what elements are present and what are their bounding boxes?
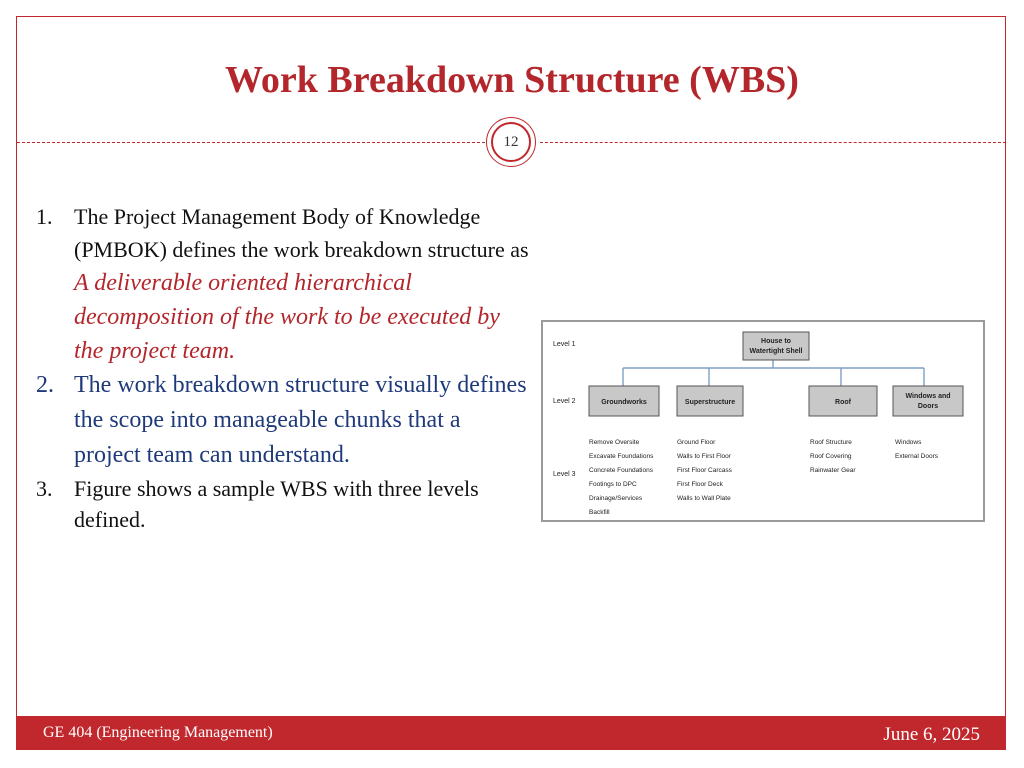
wbs-l3-superstructure-3: First Floor Carcass: [677, 467, 732, 474]
item1-text: The Project Management Body of Knowledge (PMBOK) defines the work breakdown structure as: [74, 204, 529, 262]
wbs-l3-groundworks-5: Drainage/Services: [589, 495, 643, 502]
list-item-3: [30, 473, 530, 535]
wbs-label-groundworks: Groundworks: [601, 399, 647, 406]
wbs-label-windows-line2: Doors: [917, 403, 939, 410]
wbs-l3-groundworks-4: Footings to DPC: [589, 481, 637, 488]
level-2-label: Level 2: [553, 398, 576, 405]
divider-left: [17, 142, 485, 143]
list-item-2: [30, 368, 530, 473]
footer-date: June 6, 2025: [883, 724, 980, 745]
content-list: [30, 200, 530, 535]
wbs-l3-superstructure-2: Walls to First Floor: [677, 453, 731, 460]
wbs-box-windows-doors: [893, 386, 963, 416]
list-number-2: 2.: [36, 372, 54, 398]
list-number-1: 1.: [36, 204, 53, 229]
wbs-l3-windows-2: External Doors: [895, 453, 938, 460]
list-number-3: 3.: [36, 476, 53, 501]
footer-bar: [17, 716, 1006, 750]
wbs-label-roof: Roof: [835, 399, 851, 406]
wbs-label-superstructure: Superstructure: [684, 399, 736, 406]
wbs-l3-superstructure-4: First Floor Deck: [677, 481, 723, 488]
list-item-1: [30, 200, 530, 368]
level-3-label: Level 3: [553, 471, 576, 478]
wbs-root-box: [743, 332, 809, 360]
item2-text: The work breakdown structure visually defines the scope into manageable chunks that a project team can understand.: [74, 372, 527, 468]
footer-course: GE 404 (Engineering Management): [43, 724, 273, 741]
wbs-connectors: [623, 360, 924, 386]
level-1-label: Level 1: [553, 341, 576, 348]
wbs-level3: [589, 439, 939, 516]
item1-emphasis: A deliverable oriented hierarchical decomposition of the work to be executed by the project team: [74, 270, 500, 364]
wbs-l3-groundworks-2: Excavate Foundations: [589, 453, 654, 460]
wbs-root-line1: House to: [761, 338, 791, 345]
wbs-diagram-svg: [543, 322, 983, 520]
wbs-l3-roof-2: Roof Covering: [810, 453, 852, 460]
wbs-l3-roof-1: Roof Structure: [810, 439, 852, 446]
wbs-l3-roof-3: Rainwater Gear: [810, 467, 856, 474]
item3-text: Figure shows a sample WBS with three levels defined.: [74, 476, 479, 532]
wbs-l3-groundworks-3: Concrete Foundations: [589, 467, 653, 474]
wbs-root-line2: Watertight Shell: [749, 348, 803, 355]
wbs-l3-groundworks-6: Backfill: [589, 509, 610, 516]
divider-right: [540, 142, 1006, 143]
page-number-badge: [486, 117, 536, 167]
wbs-label-windows-line1: Windows and: [905, 393, 951, 400]
item1-tail: .: [229, 338, 236, 364]
slide-title: Work Breakdown Structure (WBS): [225, 59, 799, 101]
wbs-l3-groundworks-1: Remove Oversite: [589, 439, 640, 446]
wbs-l3-superstructure-5: Walls to Wall Plate: [677, 495, 731, 502]
wbs-l3-windows-1: Windows: [895, 439, 922, 446]
page-number: 12: [491, 122, 531, 162]
wbs-l3-superstructure-1: Ground Floor: [677, 439, 716, 446]
wbs-diagram: [541, 320, 985, 522]
